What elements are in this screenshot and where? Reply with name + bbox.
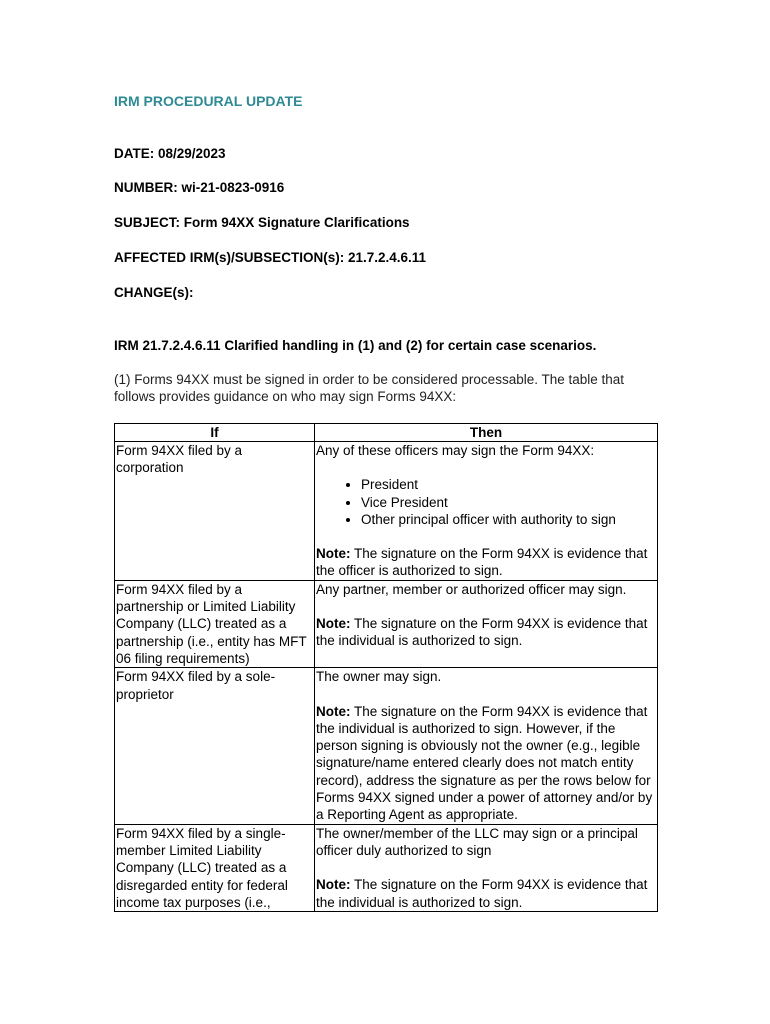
- then-text: The owner/member of the LLC may sign or a principal officer duly authorized to sign: [316, 825, 638, 858]
- note-body: The signature on the Form 94XX is evidence that the individual is authorized to sign. However, if the person signing is obviously not the owner (e.g., legible signature/name entered clearly does not match entity record), address the signature as per the rows below for Forms 94XX signed under a power of attorney and/or by a Reporting Agent as appropriate.: [316, 703, 653, 823]
- header-then: Then: [315, 424, 658, 442]
- table-header-row: [115, 424, 658, 442]
- list-item: • Vice President: [361, 494, 656, 511]
- then-text: Any of these officers may sign the Form 94XX:: [316, 443, 595, 458]
- date-line: DATE: 08/29/2023: [114, 146, 226, 161]
- note-label: Note:: [316, 877, 351, 893]
- note-label: Note:: [316, 546, 351, 562]
- signature-guidance-table: [114, 423, 658, 912]
- then-cell: [315, 442, 658, 581]
- list-item: • Other principal officer with authority to sign: [361, 511, 656, 528]
- officer-list: [316, 476, 656, 528]
- table-row: [115, 580, 658, 667]
- note-text: [316, 545, 656, 580]
- note-body: The signature on the Form 94XX is evidence that the individual is authorized to sign.: [316, 616, 648, 649]
- table-row: [115, 824, 658, 911]
- if-cell: Form 94XX filed by a sole-proprietor: [115, 668, 315, 824]
- note-label: Note:: [316, 616, 351, 632]
- table-row: [115, 668, 658, 824]
- note-body: The signature on the Form 94XX is evidence that the individual is authorized to sign.: [316, 877, 648, 910]
- number-line: NUMBER: wi-21-0823-0916: [114, 180, 285, 195]
- then-text: The owner may sign.: [316, 669, 442, 685]
- change-line: CHANGE(s):: [114, 285, 194, 300]
- then-cell: [315, 824, 658, 911]
- section-heading: IRM 21.7.2.4.6.11 Clarified handling in (1) and (2) for certain case scenarios.: [114, 338, 597, 353]
- affected-line: AFFECTED IRM(s)/SUBSECTION(s): 21.7.2.4.6.11: [114, 250, 427, 265]
- note-text: [316, 876, 656, 911]
- then-text: Any partner, member or authorized officer may sign.: [316, 581, 627, 597]
- note-text: [316, 615, 656, 650]
- intro-paragraph: (1) Forms 94XX must be signed in order to be considered processable. The table that follows provides guidance on who may sign Forms 94XX:: [114, 372, 625, 404]
- note-text: [316, 703, 656, 824]
- list-item: • President: [361, 476, 656, 493]
- then-cell: [315, 580, 658, 667]
- note-body: The signature on the Form 94XX is evidence that the officer is authorized to sign.: [316, 546, 648, 579]
- note-label: Note:: [316, 703, 351, 719]
- subject-line: SUBJECT: Form 94XX Signature Clarifications: [114, 215, 410, 230]
- document-title: IRM PROCEDURAL UPDATE: [114, 93, 303, 109]
- then-cell: [315, 668, 658, 824]
- table-row: [115, 442, 658, 581]
- header-if: If: [115, 424, 315, 442]
- if-cell: Form 94XX filed by a corporation: [115, 442, 315, 581]
- if-cell: Form 94XX filed by a partnership or Limited Liability Company (LLC) treated as a partnership (i.e., entity has MFT 06 filing requirements): [115, 580, 315, 667]
- if-cell: Form 94XX filed by a single-member Limited Liability Company (LLC) treated as a disregarded entity for federal income tax purposes (i.e.,: [115, 824, 315, 911]
